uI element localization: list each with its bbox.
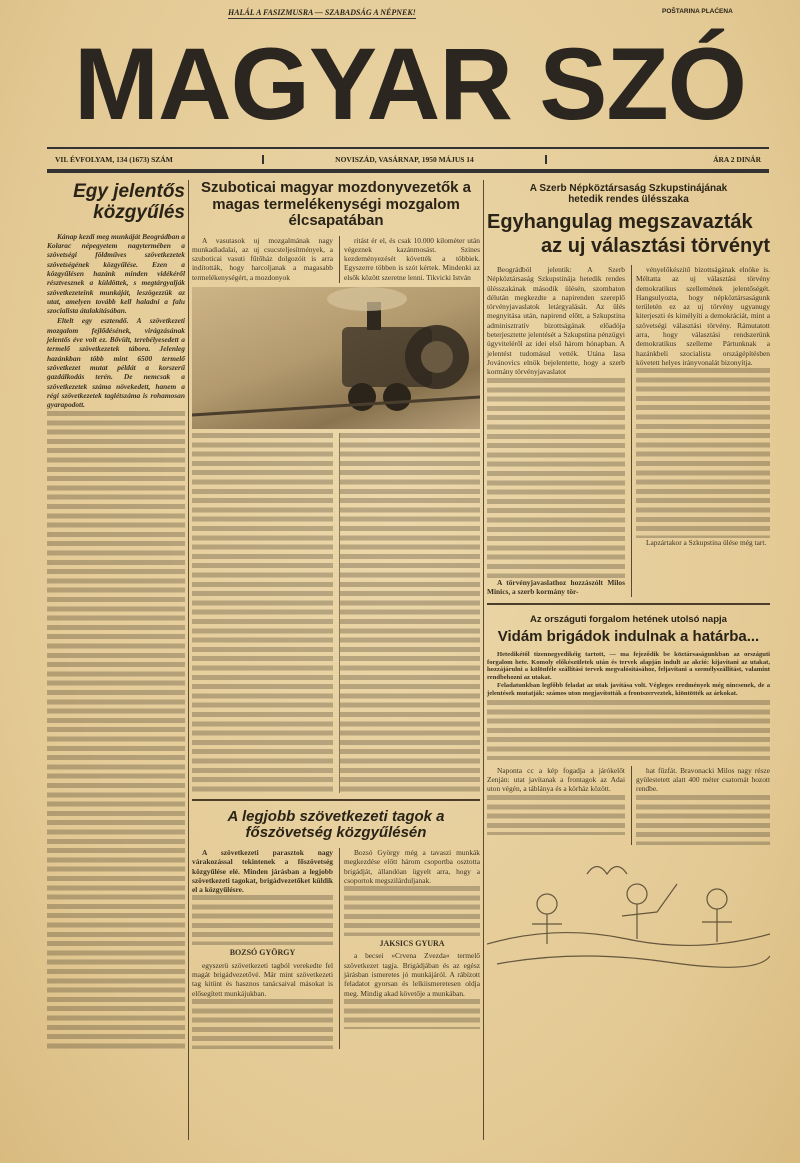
volume-number: VII. ÉVFOLYAM, 134 (1673) SZÁM [55, 154, 173, 164]
paragraph: Beográdból jelentik: A Szerb Népköztársaság Szkupstinája hetedik rendes ülésszakának második ülésén, szombaton délután megkezdte a napirenden szereplő törvényjavaslatok letárgyalását. Az ülés megnyitása után, napirend előtt, a Szkupstina adminisztratív bizottságának előadója beterjesztette jelentését a Szkupstina pénzügyi ügyviteléről az idei első három hónapban. A jelentést tudomásul vették. Utána Iasa Jovánovics elnök bejelentette, hogy a szerb kormány törvényjavaslatot [487, 265, 625, 377]
article-right [487, 183, 770, 969]
article-left [47, 182, 185, 1051]
logo-word-magyar: MAGYAR [74, 27, 512, 141]
headline-traffic: Vidám brigádok indulnak a határba... [497, 627, 760, 645]
kicker-2: hetedik rendes ülésszaka [568, 194, 689, 205]
paragraph: Eltelt egy esztendő. A szövetkezeti mozgalom fejlődésének, virágzásának jelentős éve volt ez. Bővült, terebélyesedett a termelő szövetkezetek tábora. Jelenleg hazánkban több mint 6500 termelő szövetkezet mutat példát a korszerű gazdálkodás terén. De nemcsak a szövetkezetek száma növekedett, hanem a régi szövetkezetek taglétszáma is rohamosan gyarapodott. [47, 316, 185, 410]
column-divider [483, 180, 484, 1140]
paragraph: A törvényjavaslathoz hozzászólt Milos Minics, a szerb kormány tör- [487, 577, 625, 596]
paragraph: Feladatunkban legfőbb feladat az utak javítása volt. Végleges eredmények még nincsenek, de a jelentések mutatják: számos uton megjavították a frontszerveztek, kiöntötték az árkokat. [487, 682, 770, 698]
text-block [47, 411, 185, 1051]
subhead-name: BOZSÓ GYÖRGY [229, 948, 296, 958]
section-rule [487, 603, 770, 605]
paragraph: A vasutasok uj mozgalmának nagy munkadiadalai, az uj csucsteljesítmények, a szuboticai vasuti fűtőház dolgozóit is arra indították, hogy harcoljanak a magasabb termelékenységért, a mozdonyok [192, 235, 333, 282]
section-rule [192, 799, 480, 801]
paragraph: Hetedikétől tizennegyedikéig tartott, — ma fejeződik be köztársaságunkban az országuti forgalom hete. Komoly előkészületek után és tervek alapján indult az akció: kijavítani az utakat, hozzájárulni a különféle szállítási tervek megvalósításához, feljavítani a személyszállítást, valamint rendbehozni az utakat. [487, 651, 770, 681]
locomotive-image [192, 287, 480, 429]
paragraph: hat fűzfát. Bravonacki Milos nagy része gyülestetett alatt 400 méter csatornát hozott rendbe. [636, 765, 770, 794]
dateline-bar [47, 147, 769, 173]
logo-word-szo: SZÓ [539, 27, 746, 141]
locomotive-photo [192, 287, 480, 429]
paragraph: Naponta cc a kép fogadja a járókelőt Zenján: utat javítanak a frontagok az Adai uton végén, a táblánya és a körház között. [487, 765, 625, 794]
brigade-illustration [487, 849, 770, 969]
headline-left-1: Egy jelentős [73, 181, 185, 202]
price: ÁRA 2 DINÁR [713, 154, 761, 164]
subhead-name: JAKSICS GYURA [379, 939, 445, 949]
headline-center: Szuboticai magyar mozdonyvezetők a magas termelékenységi mozgalom élcsapatában [200, 179, 472, 229]
text-block [339, 433, 480, 793]
paragraph: Kánap kezdi meg munkáját Beográdban a Kolarac népegyetem nagytermében a szövetségi földműves szövetkezetek szövetségének közgyűlése. Ezen a közgyűlésen hazánk minden vidékéről résztvesznek a küldöttek, s megtárgyalják szövetkezeteink munkáját, leszögezzük az utat, amelyen tovább kell haladni a falu szocialista átalakításában. [47, 231, 185, 316]
text-block [192, 433, 333, 793]
paragraph: egyszerü szövetkezeti tagból verekedte fel magát brigádvezetővé. Már mint szövetkezeti tag kitünt és hasznos tanácsaival másokat is elősegített munkájukban. [192, 960, 333, 998]
article-center [192, 180, 480, 1049]
paragraph: vényelőkészítő bizottságának elnöke is. Méltatta az uj választási törvény demokratikus szellemének jelentőségét. Hangsulyozta, hogy népköztársaságunk területén ez az uj törvény ugyanugy kiterjeszti és kimélyíti a demokráciát, mint a szövetségi választási törvény. Rámutatott arra, hogy választási rendszerünk demokratikus szelleme Pártunknak a hazánkbeli szocialista országépítésben követett helyes irányvonalát bizonyítja. [636, 265, 770, 367]
headline-left-2: közgyűlés [93, 201, 185, 223]
paragraph: Bozsó György még a tavaszi munkák megkezdése előtt három csoportba osztotta brigádját, állandóan ügyelt arra, hogy a csoportok megszilárduljanak. [344, 847, 480, 885]
masthead-slogan: HALÁL A FASIZMUSRA — SZABADSÁG A NÉPNEK! [228, 8, 416, 17]
paragraph: Lapzártakor a Szkupstina ülése még tart. [646, 538, 767, 548]
place-date: NOVISZÁD, VASÁRNAP, 1950 MÁJUS 14 [262, 155, 547, 164]
kicker-traffic: Az országuti forgalom hetének utolsó napja [530, 614, 727, 626]
paragraph: A szövetkezeti parasztok nagy várakozással tekintenek a főszövetség közgyűlése elé. Minden járásban a legjobb szövetkezeti tagokat, brigádvezetőket küldik el a közgyűlésre. [192, 847, 333, 895]
newspaper-logo [55, 24, 765, 144]
kicker-1: A Szerb Népköztársaság Szkupstinájának [529, 183, 728, 194]
text-block [487, 700, 770, 760]
headline-right-1: Egyhangulag megszavazták [487, 211, 753, 233]
headline-right-2: az uj választási törvényt [541, 235, 770, 257]
column-divider [188, 180, 189, 1140]
postage-paid: POŠTARINA PLAĆENA [662, 8, 733, 15]
paragraph: ritást ér el, és csak 10.000 kilométer után végeznek kazánmosást. Szines kezdeményezését követték a többiek. Egyszerre többen is szót kértek. Mindenki az elsők között szeretne lenni. Tikvicki István [344, 235, 480, 282]
field-workers-drawing [487, 849, 770, 969]
headline-coop: A legjobb szövetkezeti tagok a főszövetség közgyűlésén [227, 807, 445, 842]
paragraph: a becsei »Crvena Zvezda« termelő szövetkezet tagja. Brigádjában és az egész járásban ismeretes jó munkájáról. A rábízott feladatot gyorsan és lelkiismeretesen oldja meg. Mindig akad követője a munkában. [344, 951, 480, 998]
